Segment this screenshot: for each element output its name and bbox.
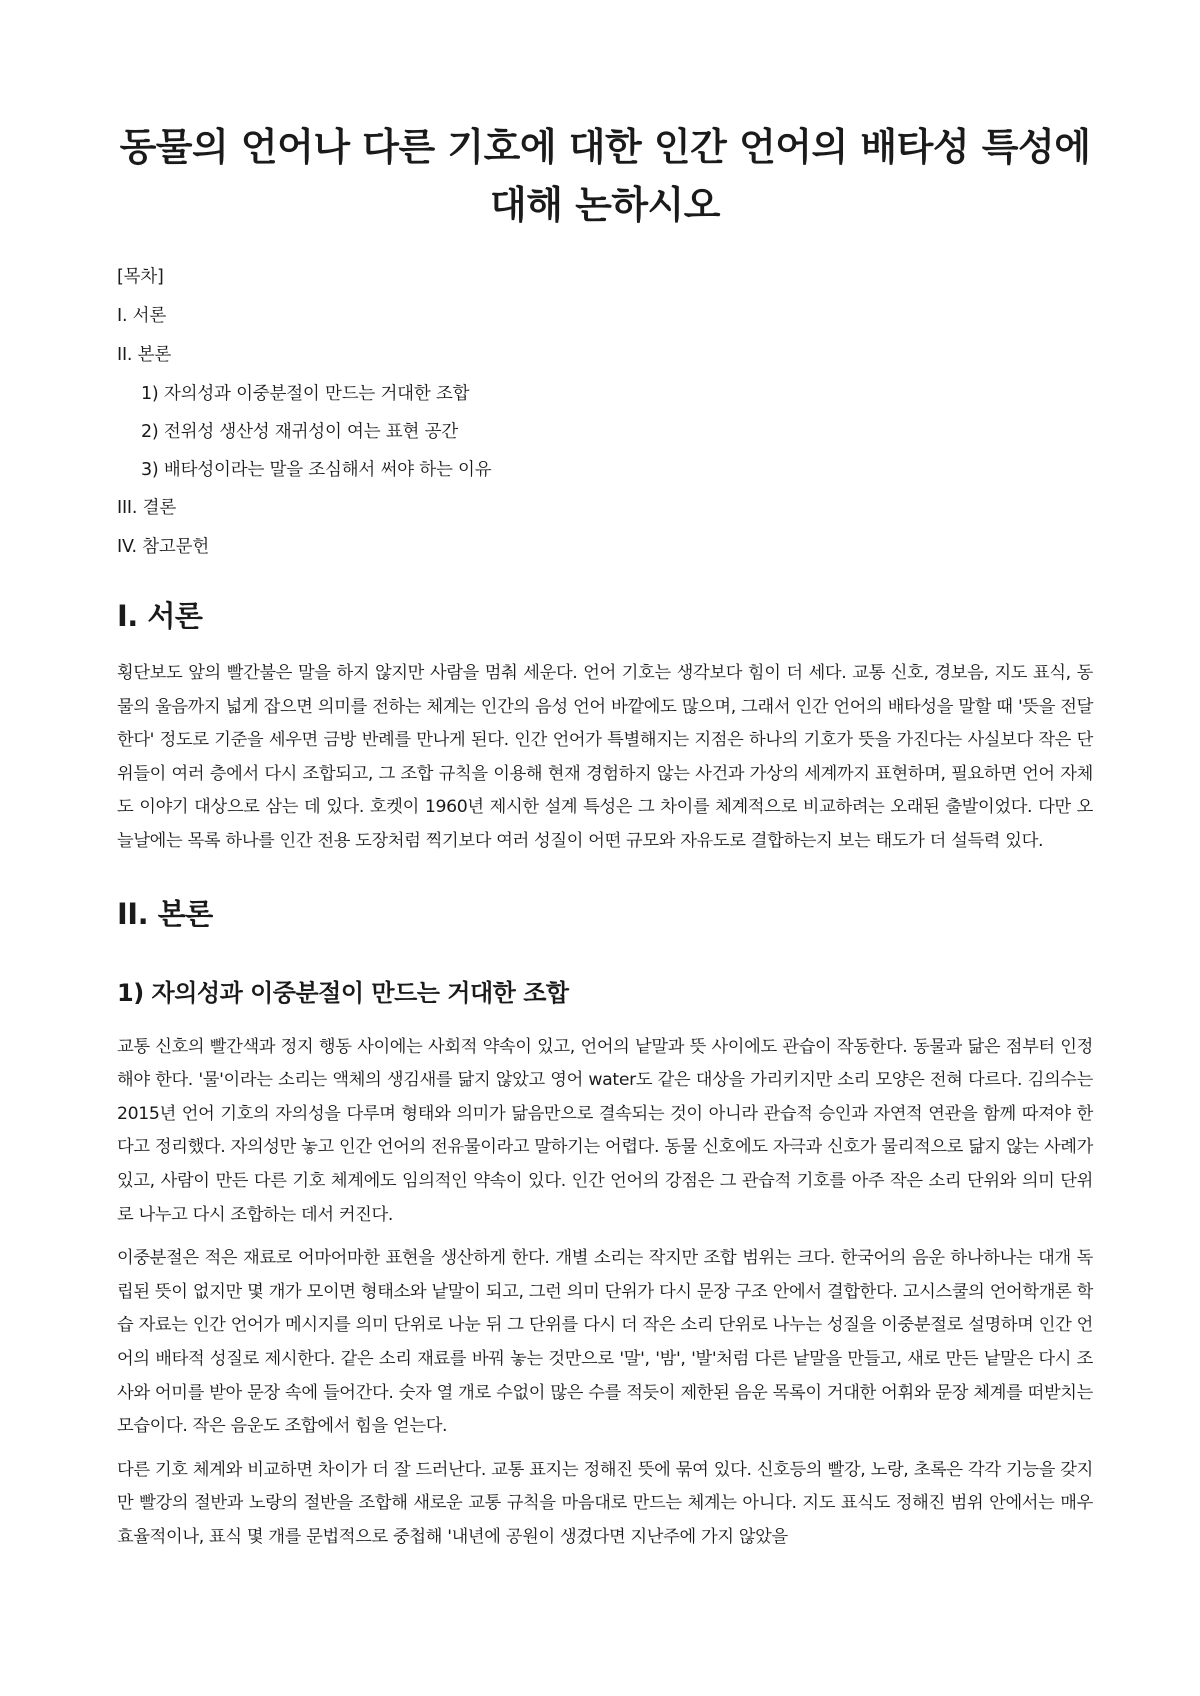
toc-item-intro: I. 서론 bbox=[117, 306, 167, 326]
subsection-heading-1: 1) 자의성과 이중분절이 만드는 거대한 조합 bbox=[117, 978, 569, 1007]
toc-item-body: II. 본론 bbox=[117, 345, 172, 365]
section-heading-intro: I. 서론 bbox=[117, 599, 203, 633]
toc-item-body-3: 3) 배타성이라는 말을 조심해서 써야 하는 이유 bbox=[141, 460, 492, 480]
toc-item-references: IV. 참고문헌 bbox=[117, 537, 210, 557]
section-heading-body: II. 본론 bbox=[117, 896, 213, 931]
toc-item-conclusion: III. 결론 bbox=[117, 498, 177, 518]
toc-item-body-1: 1) 자의성과 이중분절이 만드는 거대한 조합 bbox=[141, 384, 470, 404]
body-paragraph: 이중분절은 적은 재료로 어마어마한 표현을 생산하게 한다. 개별 소리는 작지만 조합 범위는 크다. 한국어의 음운 하나하나는 대개 독립된 뜻이 없지만 몇 개가 모이면 형태소와 낱말이 되고, 그런 의미 단위가 다시 문장 구조 안에서 결합한다. 고시스쿨의 언어학개론 학습 자료는 인간 언어가 메시지를 의미 단위로 나눈 뒤 그 단위를 다시 더 작은 소리 단위로 나누는 성질을 이중분절로 설명하며 인간 언어의 배타적 성질로 제시한다. 같은 소리 재료를 바꿔 놓는 것만으로 '말', '밤', '발'처럼 다른 낱말을 만들고, 새로 만든 낱말은 다시 조사와 어미를 받아 문장 속에 들어간다. 숫자 열 개로 수없이 많은 수를 적듯이 제한된 음운 목록이 거대한 어휘와 문장 체계를 떠받치는 모습이다. 작은 음운도 조합에서 힘을 얻는다. bbox=[117, 1248, 1093, 1437]
body-paragraph: 교통 신호의 빨간색과 정지 행동 사이에는 사회적 약속이 있고, 언어의 낱말과 뜻 사이에도 관습이 작동한다. 동물과 닮은 점부터 인정해야 한다. '물'이라는 소리는 액체의 생김새를 닮지 않았고 영어 water도 같은 대상을 가리키지만 소리 모양은 전혀 다르다. 김의수는 2015년 언어 기호의 자의성을 다루며 형태와 의미가 닮음만으로 결속되는 것이 아니라 관습적 승인과 자연적 연관을 함께 따져야 한다고 정리했다. 자의성만 놓고 인간 언어의 전유물이라고 말하기는 어렵다. 동물 신호에도 자극과 신호가 물리적으로 닮지 않는 사례가 있고, 사람이 만든 다른 기호 체계에도 임의적인 약속이 있다. 인간 언어의 강점은 그 관습적 기호를 아주 작은 소리 단위와 의미 단위로 나누고 다시 조합하는 데서 커진다. bbox=[117, 1036, 1093, 1225]
toc-heading: [목차] bbox=[117, 267, 164, 287]
body-paragraph: 다른 기호 체계와 비교하면 차이가 더 잘 드러난다. 교통 표지는 정해진 뜻에 묶여 있다. 신호등의 빨강, 노랑, 초록은 각각 기능을 갖지만 빨강의 절반과 노랑의 절반을 조합해 새로운 교통 규칙을 마음대로 만드는 체계는 아니다. 지도 표식도 정해진 범위 안에서는 매우 효율적이나, 표식 몇 개를 문법적으로 중첩해 '내년에 공원이 생겼다면 지난주에 가지 않았을 bbox=[117, 1459, 1093, 1547]
toc-item-body-2: 2) 전위성 생산성 재귀성이 여는 표현 공간 bbox=[141, 422, 459, 442]
intro-paragraph: 횡단보도 앞의 빨간불은 말을 하지 않지만 사람을 멈춰 세운다. 언어 기호는 생각보다 힘이 더 세다. 교통 신호, 경보음, 지도 표식, 동물의 울음까지 넓게 잡으면 의미를 전하는 체계는 인간의 음성 언어 바깥에도 많으며, 그래서 인간 언어의 배타성을 말할 때 '뜻을 전달한다' 정도로 기준을 세우면 금방 반례를 만나게 된다. 인간 언어가 특별해지는 지점은 하나의 기호가 뜻을 가진다는 사실보다 작은 단위들이 여러 층에서 다시 조합되고, 그 조합 규칙을 이용해 현재 경험하지 않는 사건과 가상의 세계까지 표현하며, 필요하면 언어 자체도 이야기 대상으로 삼는 데 있다. 호켓이 1960년 제시한 설계 특성은 그 차이를 체계적으로 비교하려는 오래된 출발이었다. 다만 오늘날에는 목록 하나를 인간 전용 도장처럼 찍기보다 여러 성질이 어떤 규모와 자유도로 결합하는지 보는 태도가 더 설득력 있다. bbox=[117, 663, 1093, 851]
document-title: 동물의 언어나 다른 기호에 대한 인간 언어의 배타성 특성에 대해 논하시오 bbox=[119, 125, 1091, 227]
table-of-contents bbox=[117, 264, 1093, 561]
